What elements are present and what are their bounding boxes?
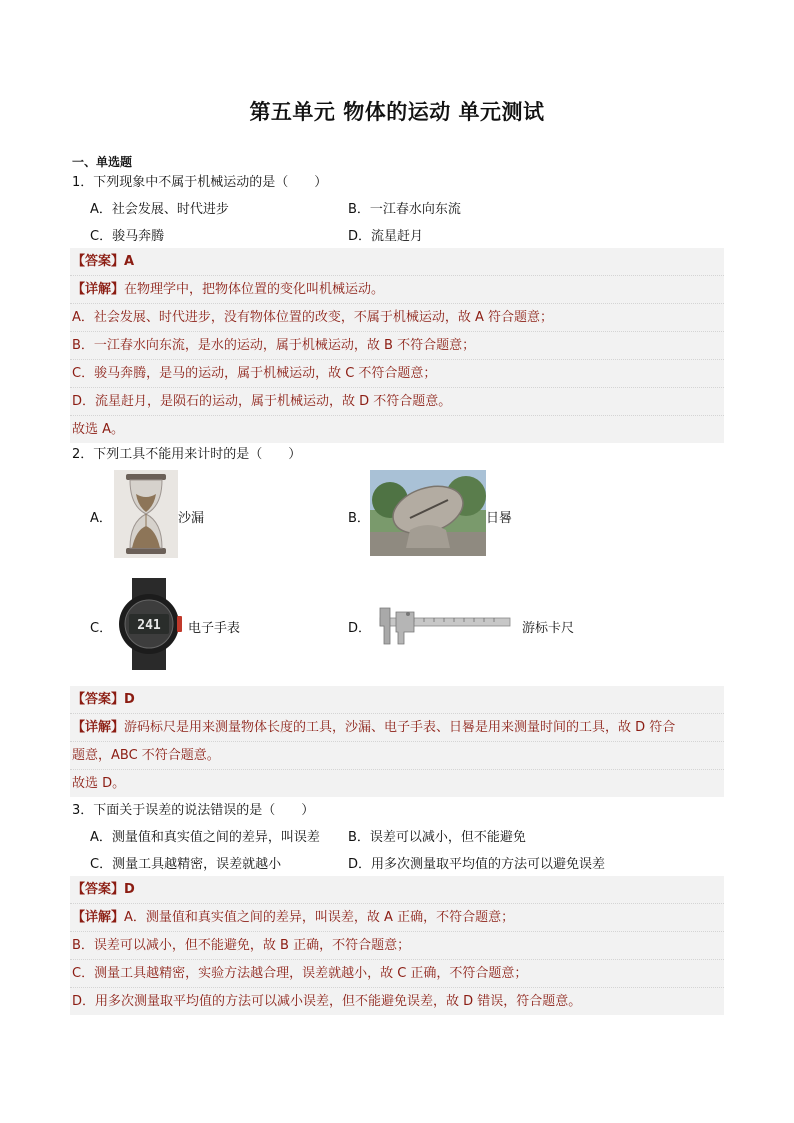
q3-answer-line xyxy=(70,876,724,904)
q1-detail-line xyxy=(70,276,724,304)
q3-option-d: D．用多次测量取平均值的方法可以避免误差 xyxy=(348,857,606,872)
page-title: 第五单元 物体的运动 单元测试 xyxy=(249,100,545,124)
q2-detail-0: 游码标尺是用来测量物体长度的工具，沙漏、电子手表、日晷是用来测量时间的工具，故 D 符合 xyxy=(124,720,676,735)
q3-detail-0: A．测量值和真实值之间的差异，叫误差，故 A 正确，不符合题意； xyxy=(124,910,515,925)
q3-option-c: C．测量工具越精密，误差就越小 xyxy=(90,857,282,872)
q3-detail-line xyxy=(70,904,724,932)
sundial-image xyxy=(370,470,486,560)
q2-option-d-label: 游标卡尺 xyxy=(522,621,575,636)
q2-option-c-label: 电子手表 xyxy=(188,621,241,636)
q1-answer-block xyxy=(70,248,724,443)
q3-option-b: B．误差可以减小，但不能避免 xyxy=(348,830,526,845)
q2-option-a-letter: A． xyxy=(90,511,112,526)
q1-option-a: A．社会发展、时代进步 xyxy=(90,202,229,217)
q2-detail-1: 题意，ABC 不符合题意。 xyxy=(70,742,724,770)
q3-answer: D xyxy=(124,882,135,897)
hourglass-image xyxy=(114,470,178,562)
q3-detail-3: D．用多次测量取平均值的方法可以减小误差，但不能避免误差，故 D 错误，符合题意。 xyxy=(72,994,582,1009)
q2-answer-block xyxy=(70,686,724,797)
q1-detail-0: 在物理学中，把物体位置的变化叫机械运动。 xyxy=(124,282,385,297)
answer-tag: 【答案】 xyxy=(72,692,125,707)
q2-option-d-letter: D． xyxy=(348,621,372,636)
q2-option-c-letter: C． xyxy=(90,621,113,636)
q1-option-c: C．骏马奔腾 xyxy=(90,229,165,244)
watch-display-text: 241 xyxy=(137,618,161,633)
q3-detail-2: C．测量工具越精密，实验方法越合理，误差就越小，故 C 正确，不符合题意； xyxy=(70,960,724,988)
q1-detail-2: B．一江春水向东流，是水的运动，属于机械运动，故 B 不符合题意； xyxy=(70,332,724,360)
detail-tag: 【详解】 xyxy=(72,720,125,735)
q2-option-b-label: 日晷 xyxy=(486,511,513,526)
q1-detail-1: A．社会发展、时代进步，没有物体位置的改变，不属于机械运动，故 A 符合题意； xyxy=(70,304,724,332)
answer-tag: 【答案】 xyxy=(72,882,125,897)
digital-watch-image xyxy=(114,578,184,674)
detail-tag: 【详解】 xyxy=(72,910,125,925)
q1-detail-3: C．骏马奔腾，是马的运动，属于机械运动，故 C 不符合题意； xyxy=(70,360,724,388)
q1-answer-line xyxy=(70,248,724,276)
vernier-caliper-image xyxy=(374,602,514,652)
q1-detail-5: 故选 A。 xyxy=(72,422,125,437)
q3-option-a: A．测量值和真实值之间的差异，叫误差 xyxy=(90,830,320,845)
q2-answer-line xyxy=(70,686,724,714)
q3-detail-1: B．误差可以减小，但不能避免，故 B 正确，不符合题意； xyxy=(70,932,724,960)
q1-option-d: D．流星赶月 xyxy=(348,229,424,244)
q2-detail-2: 故选 D。 xyxy=(72,776,126,791)
q2-option-b-letter: B． xyxy=(348,511,370,526)
detail-tag: 【详解】 xyxy=(72,282,125,297)
question-1-stem: 1．下列现象中不属于机械运动的是（ ） xyxy=(72,175,328,190)
q1-answer: A xyxy=(124,254,135,269)
q2-answer: D xyxy=(124,692,135,707)
q1-option-b: B．一江春水向东流 xyxy=(348,202,461,217)
question-2-stem: 2．下列工具不能用来计时的是（ ） xyxy=(72,447,302,462)
section-heading: 一、单选题 xyxy=(72,155,133,169)
q2-detail-line xyxy=(70,714,724,742)
q3-answer-block xyxy=(70,876,724,1015)
answer-tag: 【答案】 xyxy=(72,254,125,269)
q2-option-a-label: 沙漏 xyxy=(178,511,205,526)
question-3-stem: 3．下面关于误差的说法错误的是（ ） xyxy=(72,803,315,818)
q1-detail-4: D．流星赶月，是陨石的运动，属于机械运动，故 D 不符合题意。 xyxy=(70,388,724,416)
